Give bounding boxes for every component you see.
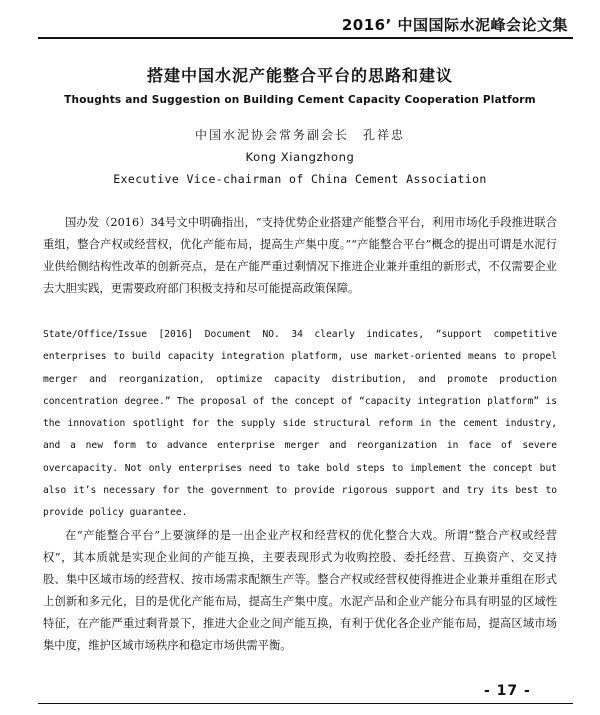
article-title-zh: 搭建中国水泥产能整合平台的思路和建议	[146, 66, 453, 85]
footer-rule	[38, 703, 573, 704]
article-title-en: Thoughts and Suggestion on Building Cement Capacity Cooperation Platform	[64, 94, 536, 106]
page-number: - 17 -	[484, 683, 531, 699]
author-position-en: Executive Vice-chairman of China Cement Association	[113, 172, 487, 186]
paragraph-3-zh: 在“产能整合平台”上要演绎的是一出企业产权和经营权的优化整合大戏。所谓“整合产权或经营权”，其本质就是实现企业间的产能互换，主要表现形式为收购控股、委托经营、互换资产、交叉持股、集中区域市场的经营权、按市场需求配额生产等。整合产权或经营权使得推进企业兼并重组在形式上创新和多元化，目的是优化产能布局，提高生产集中度。水泥产品和企业产能分布具有明显的区域性特征，在产能严重过剩背景下，推进大企业之间产能互换，有利于优化各企业产能布局，提高区域市场集中度，维护区域市场秩序和稳定市场供需平衡。	[43, 529, 557, 652]
author-name-en: Kong Xiangzhong	[245, 150, 355, 164]
header-rule	[38, 37, 573, 39]
paragraph-1-zh: 国办发（2016）34号文中明确指出，“支持优势企业搭建产能整合平台，利用市场化手段推进联合重组，整合产权或经营权，优化产能布局，提高生产集中度。”“产能整合平台”概念的提出可谓是水泥行业供给侧结构性改革的创新亮点，是在产能严重过剩情况下推进企业兼并重组的新形式，不仅需要企业去大胆实践，更需要政府部门积极支持和尽可能提高政策保障。	[43, 216, 557, 295]
paragraph-2-en: State/Office/Issue [2016] Document NO. 34 clearly indicates, “support competitive enterprises to build capacity integration platform, use market-oriented means to propel merger and reorganization, optimize capacity distribution, and promote production concentration degree.” The proposal of the concept of “capacity integration platform” is the innovation spotlight for the supply side structural reform in the cement industry, and a new form to advance enterprise merger and reorganization in face of severe overcapacity. Not only enterprises need to take bold steps to implement the concept but also it’s necessary for the government to provide rigorous support and try its best to provide policy guarantee.	[43, 329, 557, 519]
running-header-title: 2016’ 中国国际水泥峰会论文集	[341, 16, 568, 34]
author-byline-zh: 中国水泥协会常务副会长 孔祥忠	[194, 128, 405, 142]
